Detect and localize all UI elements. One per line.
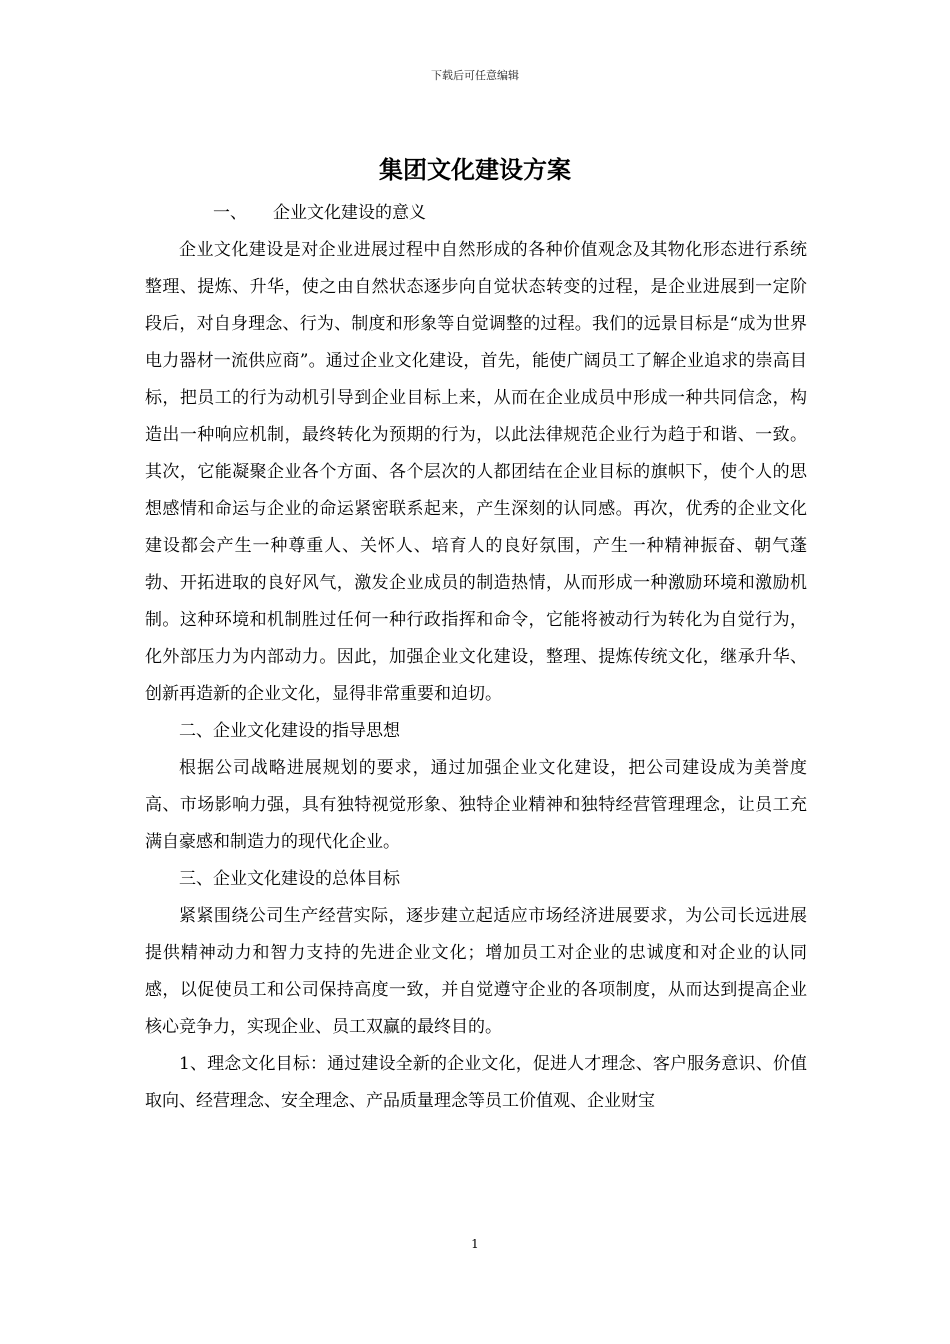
section-2-heading: 二、企业文化建设的指导思想 — [179, 721, 400, 741]
header-note: 下载后可任意编辑 — [431, 69, 519, 82]
section-1-paragraph: 企业文化建设是对企业进展过程中自然形成的各种价值观念及其物化形态进行系统整理、提炼、升华，使之由自然状态逐步向自觉状态转变的过程，是企业进展到一定阶段后，对自身理念、行为、制度和形象等自觉调整的过程。我们的远景目标是“成为世界电力器材一流供应商”。通过企业文化建设，首先，能使广阔员工了解企业追求的崇高目标，把员工的行为动机引导到企业目标上来，从而在企业成员中形成一种共同信念，构造出一种响应机制，最终转化为预期的行为，以此法律规范企业行为趋于和谐、一致。其次，它能凝聚企业各个方面、各个层次的人都团结在企业目标的旗帜下，使个人的思想感情和命运与企业的命运紧密联系起来，产生深刻的认同感。再次，优秀的企业文化建设都会产生一种尊重人、关怀人、培育人的良好氛围，产生一种精神振奋、朝气蓬勃、开拓进取的良好风气，激发企业成员的制造热情，从而形成一种激励环境和激励机制。这种环境和机制胜过任何一种行政指挥和命令，它能将被动行为转化为自觉行为，化外部压力为内部动力。因此，加强企业文化建设，整理、提炼传统文化，继承升华、创新再造新的企业文化，显得非常重要和迫切。 — [145, 240, 807, 704]
document-body — [145, 195, 807, 1120]
page-number: 1 — [471, 1237, 479, 1251]
section-2-paragraph: 根据公司战略进展规划的要求，通过加强企业文化建设，把公司建设成为美誉度高、市场影响力强，具有独特视觉形象、独特企业精神和独特经营管理理念，让员工充满自豪感和制造力的现代化企业。 — [145, 758, 807, 852]
section-3-item-1: 1、理念文化目标：通过建设全新的企业文化，促进人才理念、客户服务意识、价值取向、经营理念、安全理念、产品质量理念等员工价值观、企业财宝 — [145, 1054, 807, 1111]
section-3-paragraph: 紧紧围绕公司生产经营实际，逐步建立起适应市场经济进展要求，为公司长远进展提供精神动力和智力支持的先进企业文化；增加员工对企业的忠诚度和对企业的认同感，以促使员工和公司保持高度一致，并自觉遵守企业的各项制度，从而达到提高企业核心竞争力，实现企业、员工双赢的最终目的。 — [145, 906, 807, 1037]
section-1-heading-text: 企业文化建设的意义 — [273, 203, 426, 223]
section-1-number: 一、 — [213, 203, 247, 223]
section-1-heading — [145, 195, 807, 232]
section-3-heading: 三、企业文化建设的总体目标 — [179, 869, 400, 889]
document-title: 集团文化建设方案 — [379, 156, 571, 184]
